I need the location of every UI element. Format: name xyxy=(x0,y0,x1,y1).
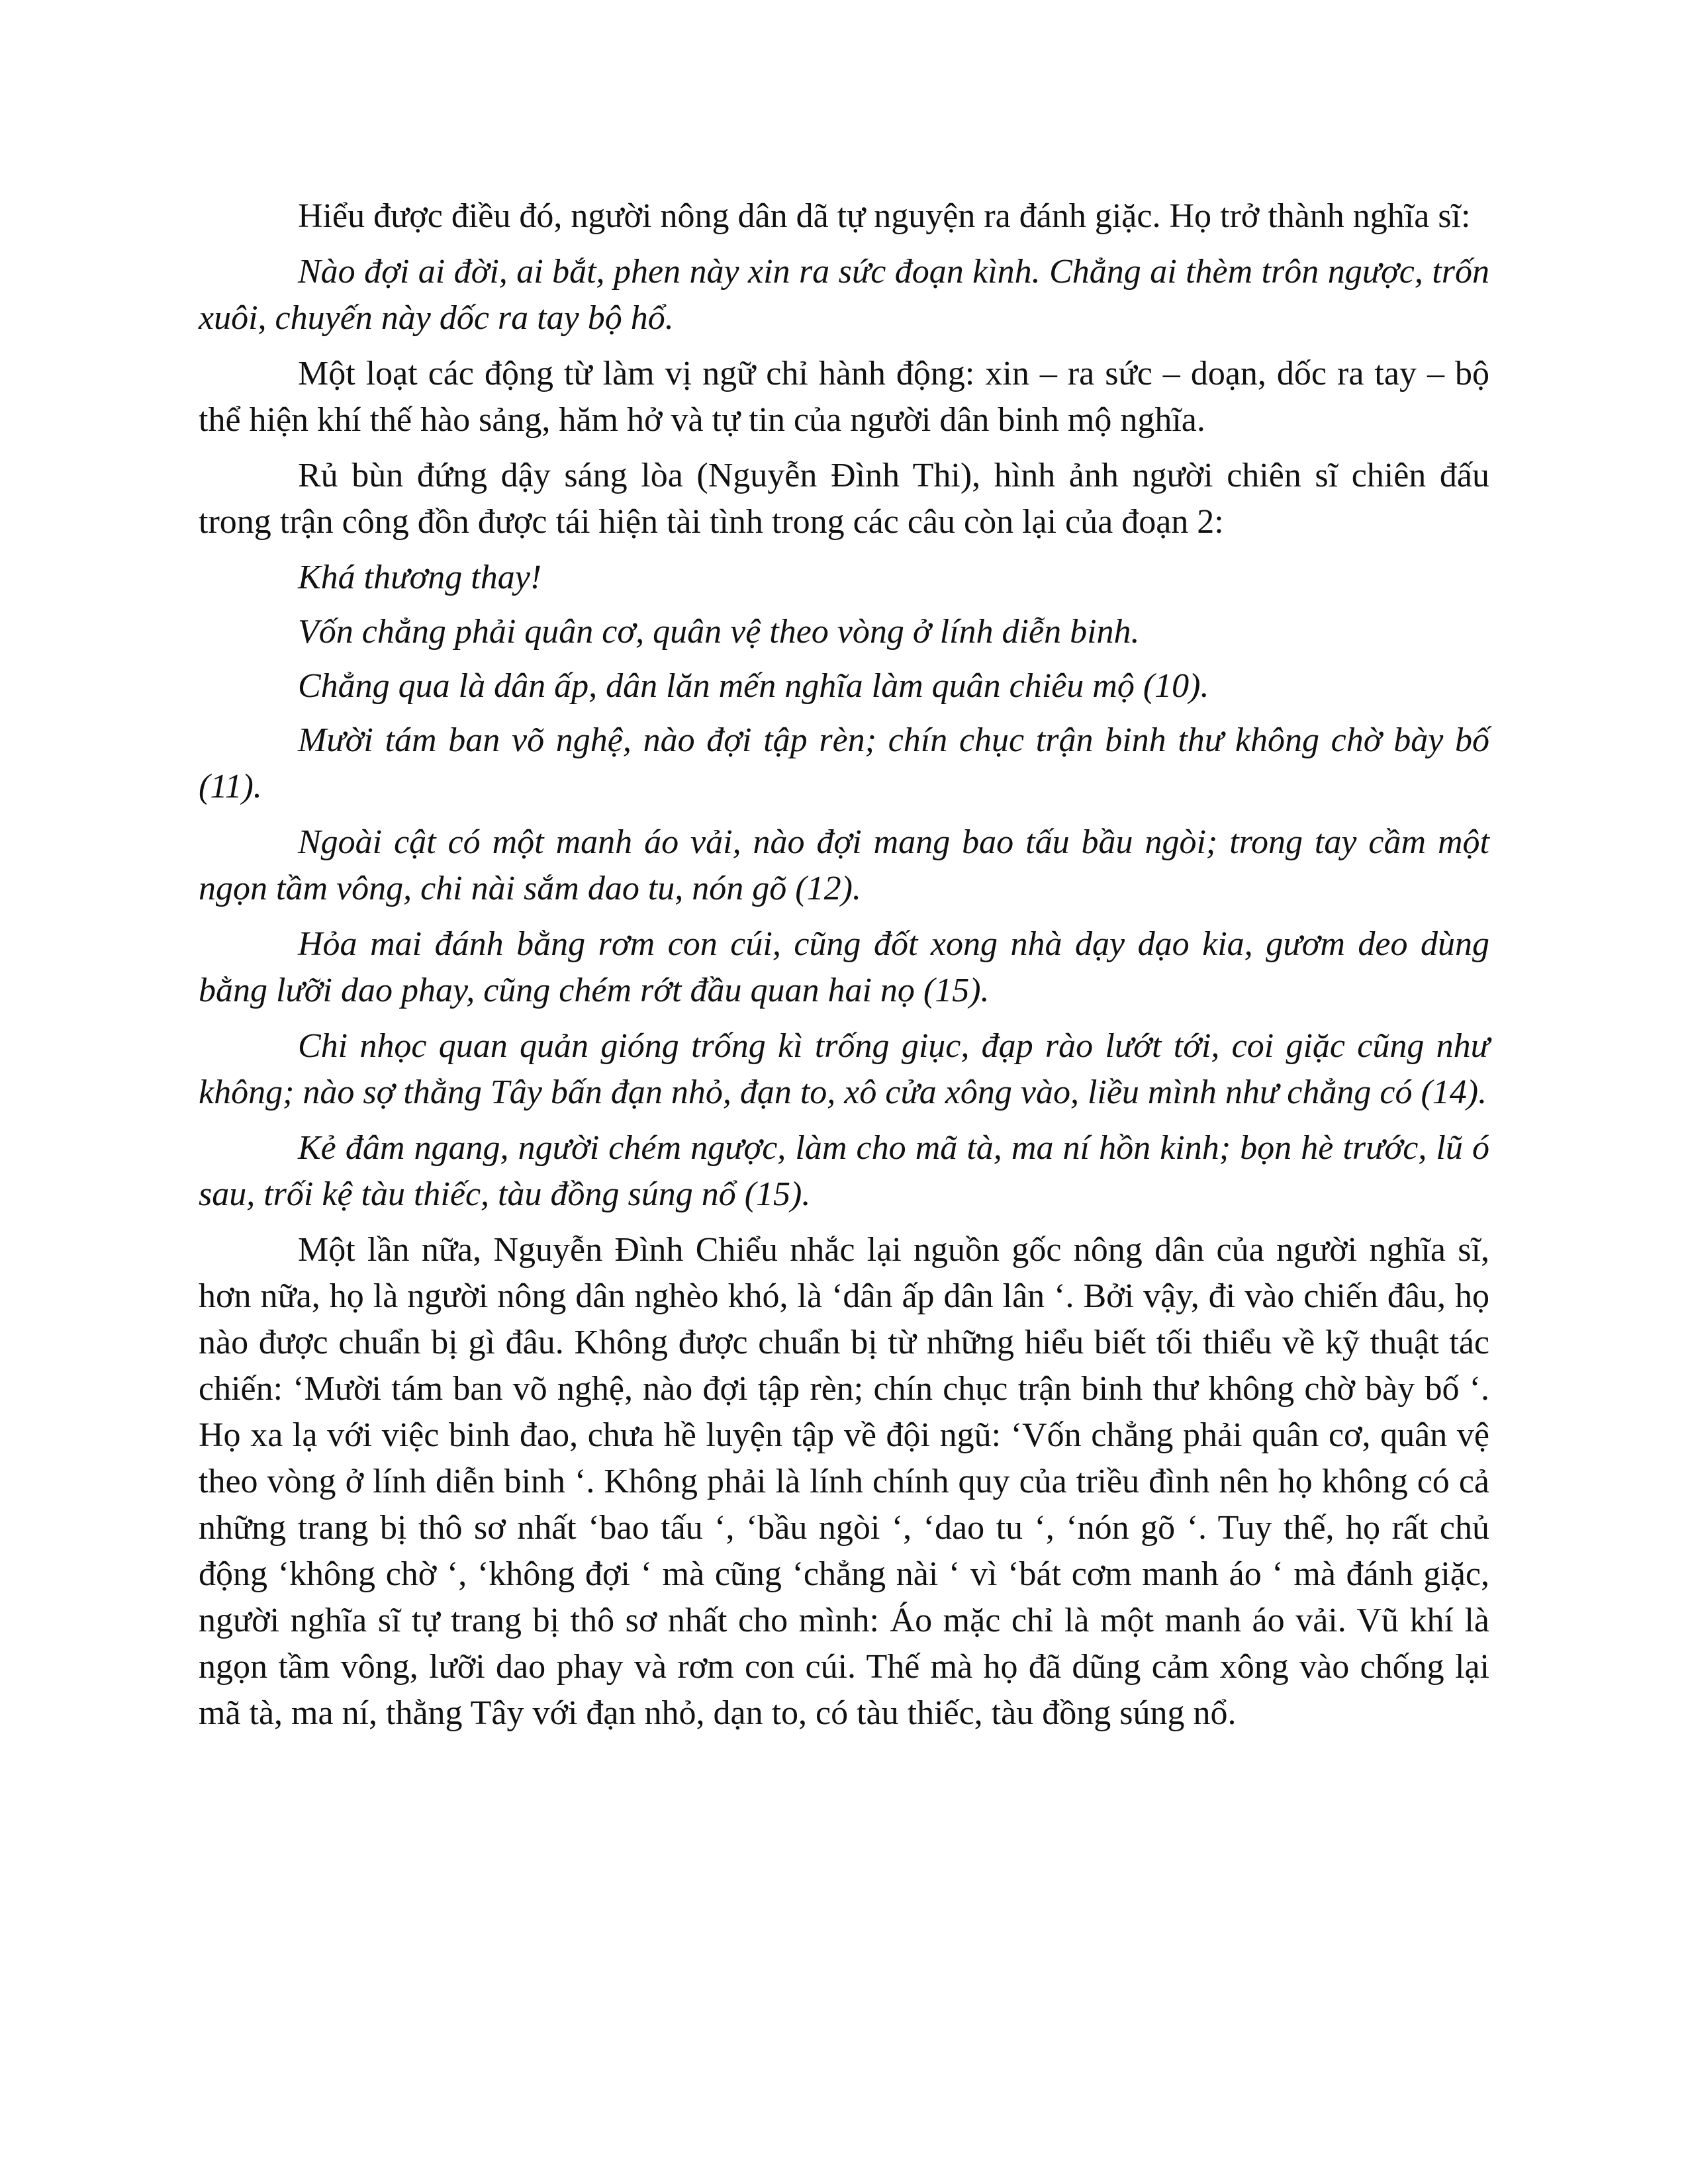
quote-verse-8: Chi nhọc quan quản gióng trống kì trống giục, đạp rào lướt tới, coi giặc cũng như không; nào sợ thằng Tây bấn đạn nhỏ, đạn to, xô cửa xông vào, liều mình như chẳng có (14). xyxy=(199,1027,1489,1111)
paragraph-verbs-analysis: Một loạt các động từ làm vị ngữ chỉ hành động: xin – ra sức – doạn, dốc ra tay – bộ thể hiện khí thế hào sảng, hăm hở và tự tin của người dân binh mộ nghĩa. xyxy=(199,355,1489,439)
paragraph-conclusion: Một lần nữa, Nguyễn Đình Chiểu nhắc lại nguồn gốc nông dân của người nghĩa sĩ, hơn nữa, họ là người nông dân nghèo khó, là ‘dân ấp dân lân ‘. Bởi vậy, đi vào chiến đâu, họ nào được chuẩn bị gì đâu. Không được chuẩn bị từ những hiểu biết tối thiểu về kỹ thuật tác chiến: ‘Mười tám ban võ nghệ, nào đợi tập rèn; chín chục trận binh thư không chờ bày bố ‘. Họ xa lạ với việc binh đao, chưa hề luyện tập về đội ngũ: ‘Vốn chẳng phải quân cơ, quân vệ theo vòng ở lính diễn binh ‘. Không phải là lính chính quy của triều đình nên họ không có cả những trang bị thô sơ nhất ‘bao tấu ‘, ‘bầu ngòi ‘, ‘dao tu ‘, ‘nón gõ ‘. Tuy thế, họ rất chủ động ‘không chờ ‘, ‘không đợi ‘ mà cũng ‘chẳng nài ‘ vì ‘bát cơm manh áo ‘ mà đánh giặc, người nghĩa sĩ tự trang bị thô sơ nhất cho mình: Áo mặc chỉ là một manh áo vải. Vũ khí là ngọn tầm vông, lưỡi dao phay và rơm con cúi. Thế mà họ đã dũng cảm xông vào chống lại mã tà, ma ní, thằng Tây với đạn nhỏ, dạn to, có tàu thiếc, tàu đồng súng nổ. xyxy=(199,1231,1489,1732)
quote-verse-3: Vốn chẳng phải quân cơ, quân vệ theo vòng ở lính diễn binh. xyxy=(298,613,1140,651)
document-body xyxy=(199,193,1489,1746)
quote-verse-2: Khá thương thay! xyxy=(298,559,542,596)
quote-verse-7: Hỏa mai đánh bằng rơm con cúi, cũng đốt xong nhà dạy dạo kia, gươm deo dùng bằng lưỡi dao phay, cũng chém rớt đầu quan hai nọ (15). xyxy=(199,925,1489,1009)
paragraph-battle-intro: Rủ bùn đứng dậy sáng lòa (Nguyễn Đình Thi), hình ảnh người chiên sĩ chiên đấu trong trận công đồn được tái hiện tài tình trong các câu còn lại của đoạn 2: xyxy=(199,457,1489,541)
quote-verse-5: Mười tám ban võ nghệ, nào đợi tập rèn; chín chục trận binh thư không chờ bày bố (11). xyxy=(199,721,1489,805)
quote-verse-9: Kẻ đâm ngang, người chém ngược, làm cho mã tà, ma ní hồn kinh; bọn hè trước, lũ ó sau, trối kệ tàu thiếc, tàu đồng súng nổ (15). xyxy=(199,1129,1489,1213)
quote-verse-4: Chẳng qua là dân ấp, dân lăn mến nghĩa làm quân chiêu mộ (10). xyxy=(298,667,1209,705)
paragraph-intro: Hiểu được điều đó, người nông dân dã tự nguyện ra đánh giặc. Họ trở thành nghĩa sĩ: xyxy=(298,197,1471,235)
quote-verse-6: Ngoài cật có một manh áo vải, nào đợi mang bao tấu bầu ngòi; trong tay cầm một ngọn tầm vông, chi nài sắm dao tu, nón gõ (12). xyxy=(199,823,1489,907)
quote-verse-1: Nào đợi ai đời, ai bắt, phen này xin ra sức đoạn kình. Chẳng ai thèm trôn ngược, trốn xuôi, chuyến này dốc ra tay bộ hổ. xyxy=(199,253,1489,337)
